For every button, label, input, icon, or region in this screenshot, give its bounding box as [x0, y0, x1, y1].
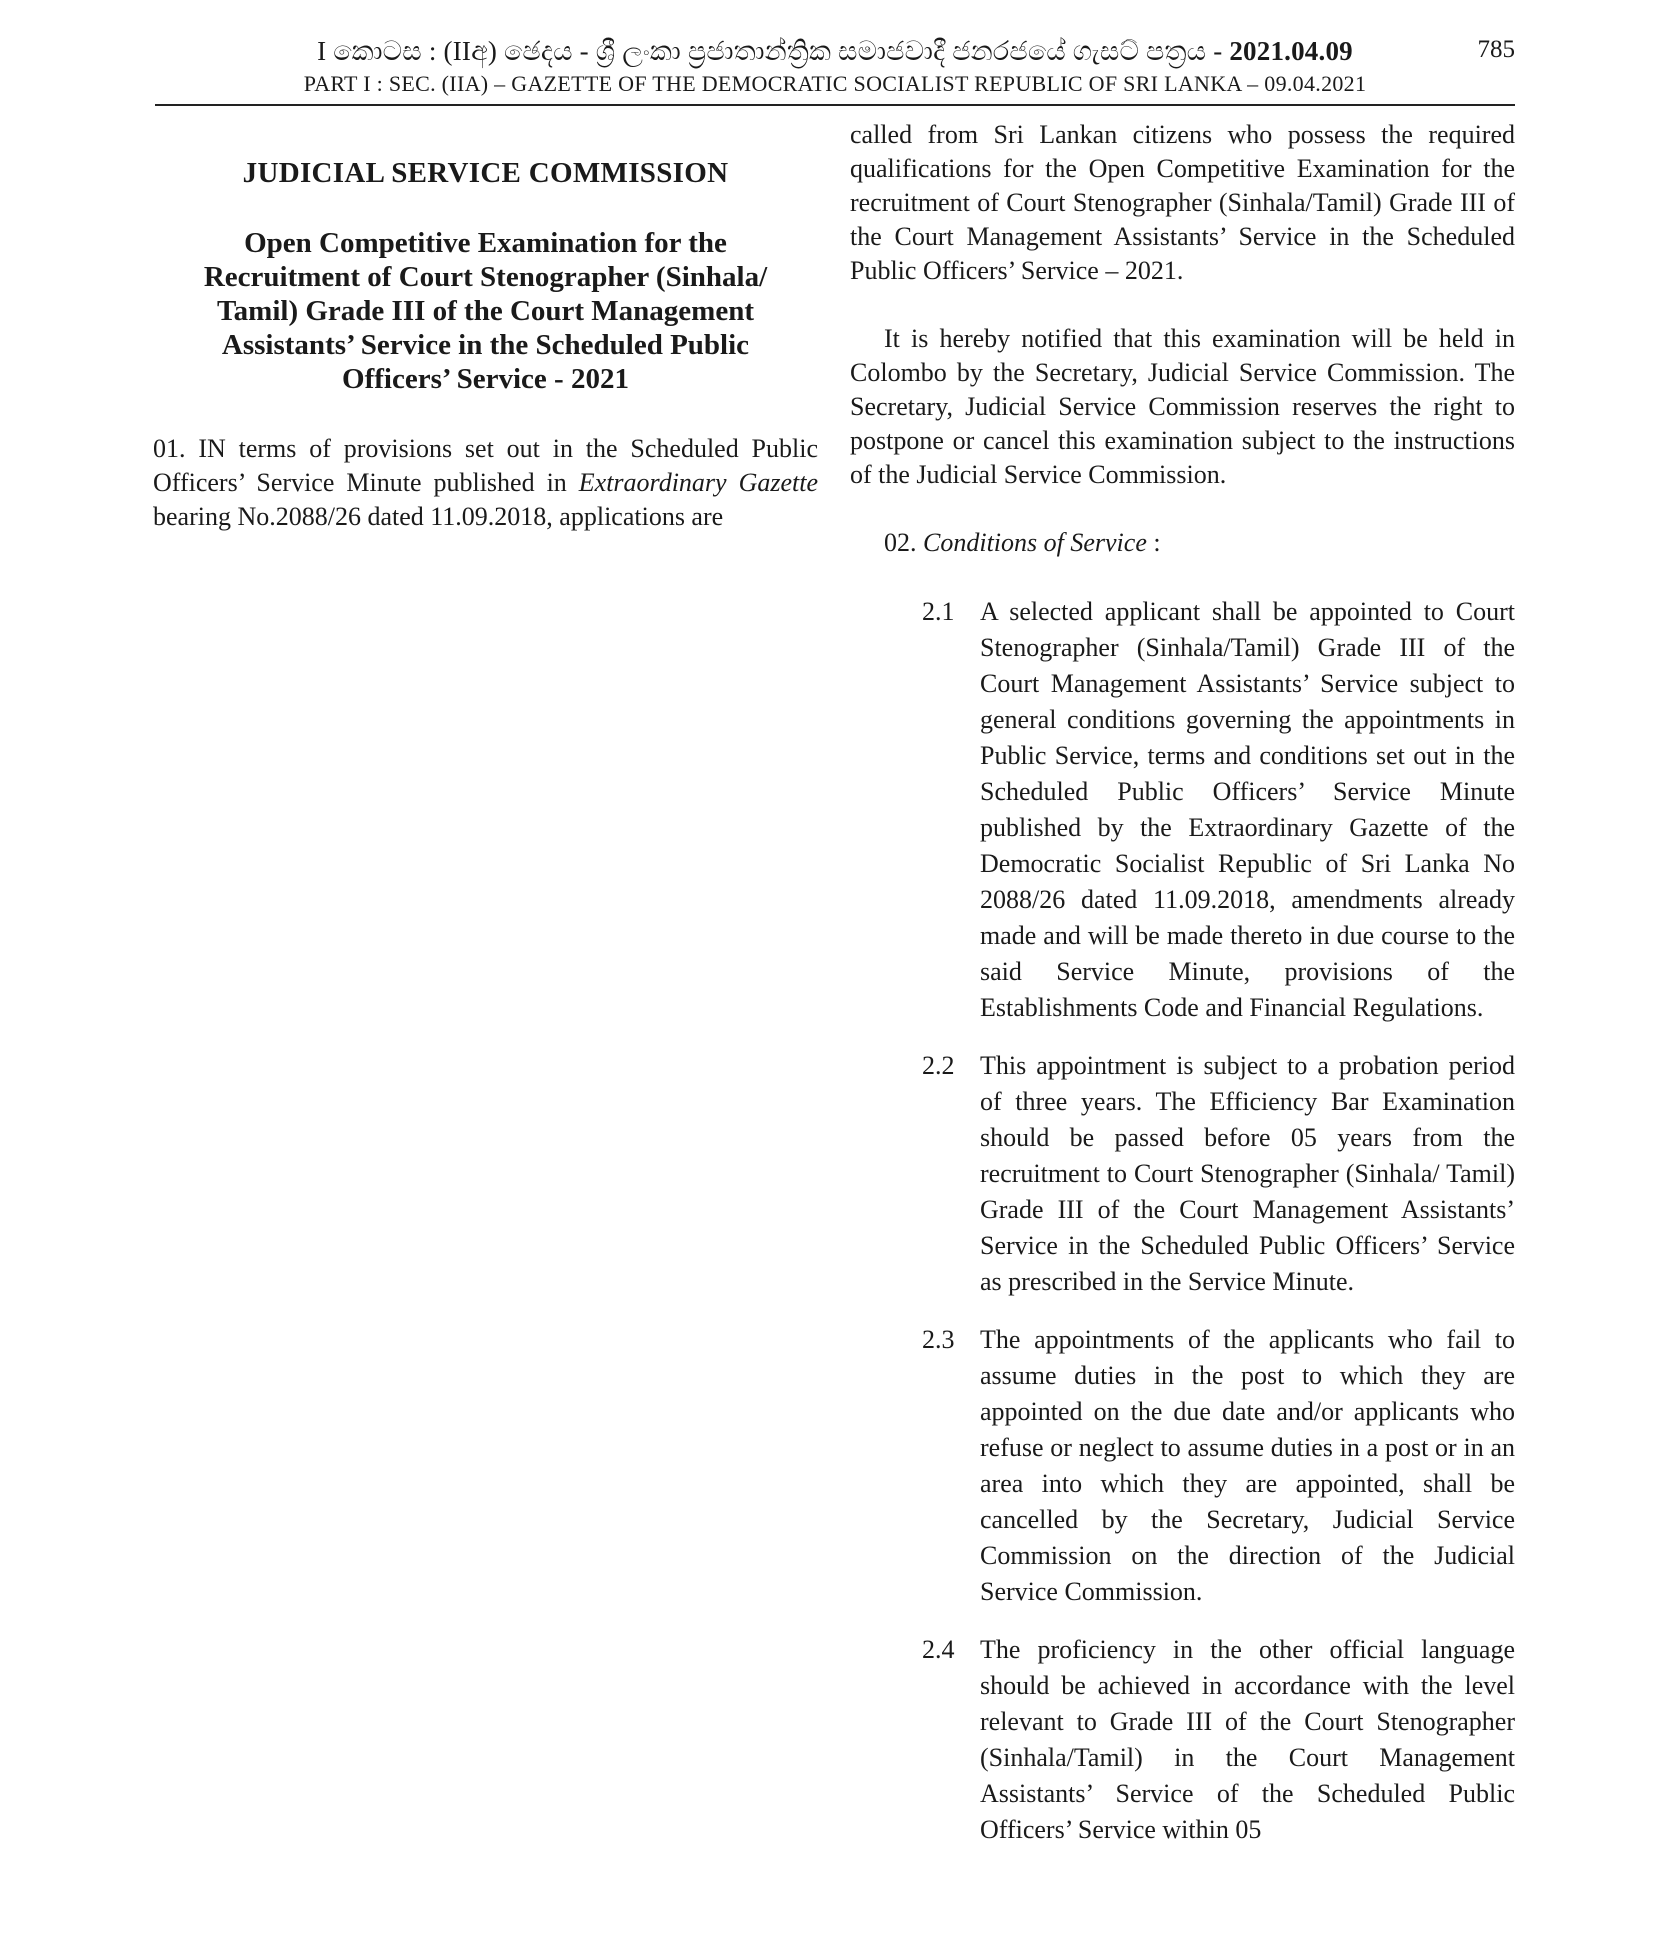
section-02-title: Conditions of Service: [923, 528, 1147, 557]
section-02-number: 02.: [884, 528, 923, 557]
exam-title: Open Competitive Examination for the Recruitment of Court Stenographer (Sinhala/ Tamil) Grade III of the Court Management Assistants’ Service in the Scheduled Public Officers’ Service - 2021: [203, 227, 768, 395]
clause-2-2: [922, 1048, 1515, 1300]
page-header: [155, 28, 1515, 106]
clause-text: A selected applicant shall be appointed to Court Stenographer (Sinhala/Tamil) Grade III of the Court Management Assistants’ Service subject to general conditions governing the appointments in Public Service, terms and conditions set out in the Scheduled Public Officers’ Service Minute published by the Extraordinary Gazette of the Democratic Socialist Republic of Sri Lanka No 2088/26 dated 11.09.2018, amendments already made and will be made thereto in due course to the said Service Minute, provisions of the Establishments Code and Financial Regulations.: [980, 597, 1515, 1022]
clause-text: The proficiency in the other official language should be achieved in accordance with the level relevant to Grade III of the Court Stenographer (Sinhala/Tamil) in the Court Management Assistants’ Service of the Scheduled Public Officers’ Service within 05: [980, 1635, 1515, 1844]
clause-number: 2.2: [922, 1051, 955, 1080]
paragraph-01-continued: called from Sri Lankan citizens who possess the required qualifications for the Open Competitive Examination for the recruitment of Court Stenographer (Sinhala/Tamil) Grade III of the Court Management Assistants’ Service in the Scheduled Public Officers’ Service – 2021.: [850, 120, 1515, 285]
header-sinhala-title: I කොටස : (IIඅ) ඡෙදය - ශ්‍රී ලංකා ප්‍රජාතාන්ත්‍රික සමාජවාදී ජනරජයේ ගැසට් පත්‍රය -: [317, 36, 1230, 66]
paragraph-01-text-a: 01. IN terms of provisions set out in the Scheduled Public Officers’ Service Minute published in: [153, 434, 818, 497]
header-divider: [155, 104, 1515, 106]
clause-2-4: [922, 1632, 1515, 1848]
clause-number: 2.1: [922, 597, 955, 626]
clause-2-3: [922, 1322, 1515, 1610]
left-column: [153, 138, 818, 534]
header-sinhala-line: [155, 36, 1515, 68]
clause-number: 2.3: [922, 1325, 955, 1354]
clause-number: 2.4: [922, 1635, 955, 1664]
clause-text: This appointment is subject to a probation period of three years. The Efficiency Bar Examination should be passed before 05 years from the recruitment to Court Stenographer (Sinhala/ Tamil) Grade III of the Court Management Assistants’ Service in the Scheduled Public Officers’ Service as prescribed in the Service Minute.: [980, 1051, 1515, 1296]
clause-text: The appointments of the applicants who fail to assume duties in the post to which they are appointed on the due date and/or applicants who refuse or neglect to assume duties in a post or in an area into which they are appointed, shall be cancelled by the Secretary, Judicial Service Commission on the direction of the Judicial Service Commission.: [980, 1325, 1515, 1606]
header-english-line: PART I : SEC. (IIA) – GAZETTE OF THE DEMOCRATIC SOCIALIST REPUBLIC OF SRI LANKA – 09.04.2021: [303, 71, 1367, 96]
section-02-heading: [850, 526, 1515, 560]
header-sinhala-date: 2021.04.09: [1229, 36, 1353, 66]
right-column: [850, 118, 1515, 1848]
paragraph-01: [153, 432, 818, 534]
commission-heading: JUDICIAL SERVICE COMMISSION: [242, 157, 729, 189]
notice-paragraph: It is hereby notified that this examination will be held in Colombo by the Secretary, Judicial Service Commission. The Secretary, Judicial Service Commission reserves the right to postpone or cancel this examination subject to the instructions of the Judicial Service Commission.: [850, 324, 1515, 489]
page-number: 785: [1477, 36, 1515, 63]
section-02-colon: :: [1146, 528, 1161, 557]
paragraph-01-text-b: bearing No.2088/26 dated 11.09.2018, applications are: [153, 502, 724, 531]
paragraph-01-italic: Extraordinary Gazette: [578, 468, 818, 497]
clause-2-1: [922, 594, 1515, 1026]
